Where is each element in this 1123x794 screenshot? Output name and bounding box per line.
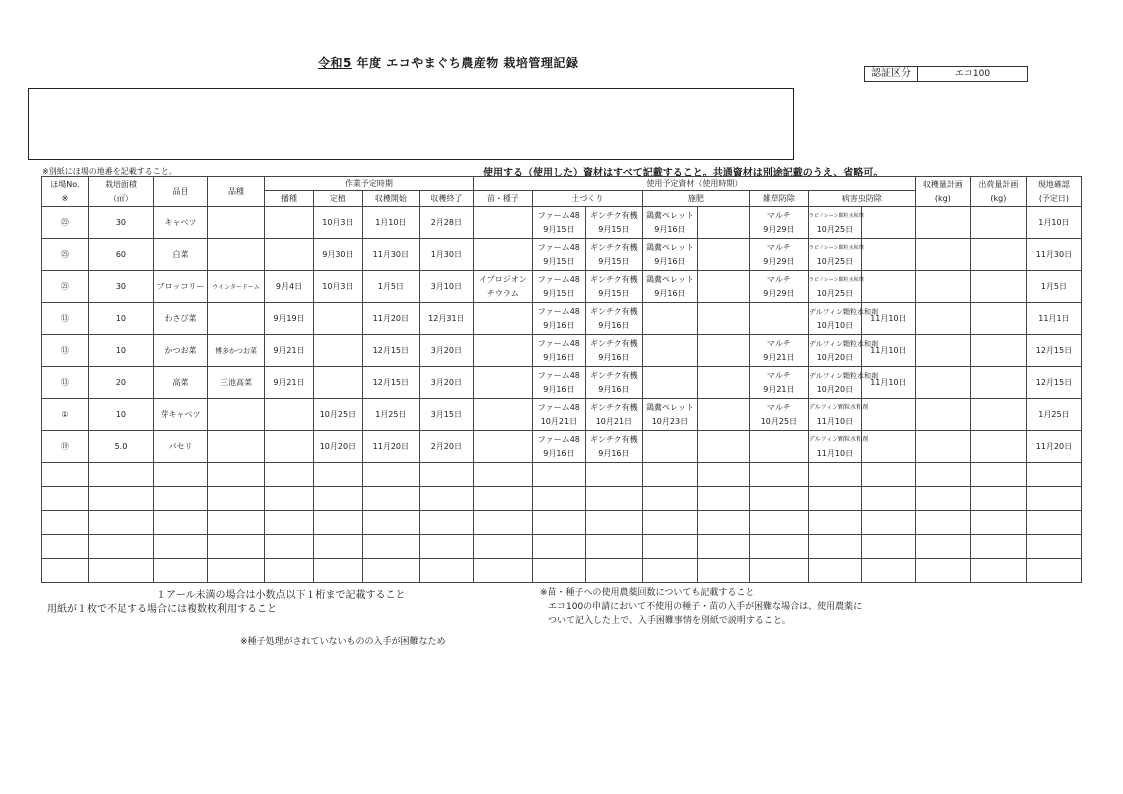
harvest-start: 11月20日 (362, 303, 419, 335)
header-area: 栽培面積 （㎡） (88, 177, 153, 207)
pest-2: 11月10日 (861, 335, 915, 367)
item: パセリ (154, 431, 208, 463)
harvest-end: 3月20日 (419, 367, 473, 399)
pest-1: デルフィン顆粒水和剤 10月10日 (808, 303, 861, 335)
fertilizer-2 (697, 207, 749, 239)
planting: 10月20日 (313, 431, 362, 463)
sowing (265, 239, 314, 271)
item: キャベツ (154, 207, 208, 239)
area: 5.0 (88, 431, 153, 463)
harvest-end: 3月15日 (419, 399, 473, 431)
item: 芽キャベツ (154, 399, 208, 431)
confirm: 1月25日 (1026, 399, 1081, 431)
pest-1: デルフィン顆粒水和剤 11月10日 (808, 431, 861, 463)
header-confirm: 現地確認 (予定日) (1026, 177, 1081, 207)
pest-1: デルフィン顆粒水和剤 10月20日 (808, 335, 861, 367)
area: 10 (88, 399, 153, 431)
area: 20 (88, 367, 153, 399)
fertilizer-2 (697, 239, 749, 271)
area: 30 (88, 207, 153, 239)
confirm: 11月1日 (1026, 303, 1081, 335)
planting: 10月3日 (313, 271, 362, 303)
variety: 博多かつお菜 (208, 335, 265, 367)
confirm: 1月10日 (1026, 207, 1081, 239)
title-era: 令和5 (318, 56, 352, 70)
title-text: 年度 エコやまぐち農産物 栽培管理記録 (356, 56, 579, 70)
item: 高菜 (154, 367, 208, 399)
pest-2 (861, 399, 915, 431)
item: 白菜 (154, 239, 208, 271)
certification-label: 認証区分 (865, 67, 918, 81)
note-bottom-5: ついて記入した上で、入手困難事情を別紙で説明すること。 (548, 616, 791, 626)
harvest-plan (915, 399, 970, 431)
seedling (473, 399, 532, 431)
table-row (42, 239, 1082, 271)
planting: 9月30日 (313, 239, 362, 271)
seedling (473, 207, 532, 239)
header-harvest-plan: 収穫量計画 (kg) (915, 177, 970, 207)
sowing (265, 399, 314, 431)
soil-2: ギンチク有機 10月21日 (585, 399, 642, 431)
table-row (42, 271, 1082, 303)
document-title (318, 54, 578, 71)
weed: マルチ 9月29日 (749, 207, 808, 239)
note-bottom-4: エコ100の申請において不使用の種子・苗の入手が困難な場合は、使用農薬に (548, 602, 863, 612)
plot-no: ⑬ (42, 335, 89, 367)
seedling (473, 431, 532, 463)
harvest-start: 1月25日 (362, 399, 419, 431)
soil-1: ファーム48 9月16日 (532, 335, 585, 367)
ship-plan (970, 399, 1026, 431)
fertilizer: 鶏糞ペレット 9月16日 (642, 207, 697, 239)
header-item: 品目 (154, 177, 208, 207)
seedling (473, 335, 532, 367)
empty-row (42, 511, 1082, 535)
seedling (473, 303, 532, 335)
variety: ウインタードーム (208, 271, 265, 303)
soil-1: ファーム48 9月16日 (532, 431, 585, 463)
harvest-plan (915, 367, 970, 399)
header-soil: 土づくり (532, 191, 642, 207)
fertilizer (642, 335, 697, 367)
pest-1: デルフィン顆粒水和剤 11月10日 (808, 399, 861, 431)
header-ship-plan: 出荷量計画 (kg) (970, 177, 1026, 207)
soil-2: ギンチク有機 9月16日 (585, 303, 642, 335)
variety: 三池高菜 (208, 367, 265, 399)
plot-no: ㉒ (42, 207, 89, 239)
header-planting: 定植 (313, 191, 362, 207)
harvest-end: 1月30日 (419, 239, 473, 271)
harvest-plan (915, 303, 970, 335)
fertilizer-2 (697, 335, 749, 367)
fertilizer (642, 367, 697, 399)
sowing: 9月21日 (265, 335, 314, 367)
confirm: 11月30日 (1026, 239, 1081, 271)
fertilizer-2 (697, 367, 749, 399)
confirm: 12月15日 (1026, 367, 1081, 399)
planting: 10月3日 (313, 207, 362, 239)
note-bottom-2: 用紙が１枚で不足する場合には複数枚利用すること (47, 604, 277, 615)
harvest-plan (915, 431, 970, 463)
empty-row (42, 535, 1082, 559)
seedling: イプロジオン チウラム (473, 271, 532, 303)
seedling (473, 367, 532, 399)
fertilizer-2 (697, 399, 749, 431)
weed (749, 431, 808, 463)
fertilizer-2 (697, 271, 749, 303)
cultivation-record-table (41, 176, 1082, 583)
header-harvest-start: 収穫開始 (362, 191, 419, 207)
sowing (265, 207, 314, 239)
pest-2 (861, 431, 915, 463)
ship-plan (970, 271, 1026, 303)
weed: マルチ 9月29日 (749, 239, 808, 271)
table-row (42, 431, 1082, 463)
harvest-plan (915, 207, 970, 239)
variety (208, 207, 265, 239)
sowing (265, 431, 314, 463)
harvest-plan (915, 335, 970, 367)
weed (749, 303, 808, 335)
harvest-plan (915, 271, 970, 303)
harvest-start: 11月30日 (362, 239, 419, 271)
table-row (42, 303, 1082, 335)
harvest-end: 2月20日 (419, 431, 473, 463)
sowing: 9月21日 (265, 367, 314, 399)
weed: マルチ 9月21日 (749, 335, 808, 367)
variety (208, 431, 265, 463)
ship-plan (970, 207, 1026, 239)
harvest-start: 12月15日 (362, 335, 419, 367)
header-plot-no: ほ場No. ※ (42, 177, 89, 207)
planting: 10月25日 (313, 399, 362, 431)
plot-no: ① (42, 399, 89, 431)
table-row (42, 335, 1082, 367)
header-schedule: 作業予定時期 (265, 177, 474, 191)
soil-2: ギンチク有機 9月15日 (585, 271, 642, 303)
harvest-start: 1月10日 (362, 207, 419, 239)
soil-2: ギンチク有機 9月16日 (585, 431, 642, 463)
confirm: 12月15日 (1026, 335, 1081, 367)
variety (208, 399, 265, 431)
area: 10 (88, 303, 153, 335)
soil-1: ファーム48 9月16日 (532, 367, 585, 399)
item: わさび菜 (154, 303, 208, 335)
fertilizer: 鶏糞ペレット 10月23日 (642, 399, 697, 431)
header-harvest-end: 収穫終了 (419, 191, 473, 207)
certification-value: エコ100 (954, 69, 991, 79)
planting (313, 303, 362, 335)
ship-plan (970, 431, 1026, 463)
variety (208, 303, 265, 335)
pest-2 (861, 207, 915, 239)
pest-2: 11月10日 (861, 367, 915, 399)
harvest-plan (915, 239, 970, 271)
pest-1: ラビノレーシ顆粒水和剤 10月25日 (808, 207, 861, 239)
table-row (42, 367, 1082, 399)
area: 10 (88, 335, 153, 367)
note-top-right: 使用する（使用した）資材はすべて記載すること。共通資材は別途記載のうえ、省略可。 (483, 168, 884, 179)
confirm: 11月20日 (1026, 431, 1081, 463)
sowing: 9月19日 (265, 303, 314, 335)
fertilizer-2 (697, 303, 749, 335)
weed: マルチ 9月29日 (749, 271, 808, 303)
fertilizer-2 (697, 431, 749, 463)
empty-row (42, 559, 1082, 583)
harvest-end: 2月28日 (419, 207, 473, 239)
note-bottom-3: ※苗・種子への使用農薬回数についても記載すること (540, 588, 755, 598)
harvest-start: 11月20日 (362, 431, 419, 463)
redacted-box (28, 88, 794, 160)
empty-row (42, 463, 1082, 487)
item: かつお菜 (154, 335, 208, 367)
pest-2 (861, 271, 915, 303)
planting (313, 335, 362, 367)
table-row (42, 207, 1082, 239)
weed: マルチ 10月25日 (749, 399, 808, 431)
planting (313, 367, 362, 399)
harvest-end: 3月20日 (419, 335, 473, 367)
header-variety: 品種 (208, 177, 265, 207)
seedling (473, 239, 532, 271)
header-pest: 病害虫防除 (808, 191, 915, 207)
soil-1: ファーム48 9月16日 (532, 303, 585, 335)
soil-1: ファーム48 9月15日 (532, 271, 585, 303)
plot-no: ⑲ (42, 431, 89, 463)
item: ブロッコリー (154, 271, 208, 303)
harvest-start: 12月15日 (362, 367, 419, 399)
soil-2: ギンチク有機 9月15日 (585, 239, 642, 271)
variety (208, 239, 265, 271)
sowing: 9月4日 (265, 271, 314, 303)
note-top-left: ※別紙にほ場の地番を記載すること。 (42, 167, 177, 176)
header-fertilizer: 施肥 (642, 191, 749, 207)
fertilizer (642, 303, 697, 335)
header-row-1 (42, 177, 1082, 191)
fertilizer (642, 431, 697, 463)
header-seedling: 苗・種子 (473, 191, 532, 207)
pest-2: 11月10日 (861, 303, 915, 335)
header-materials: 使用予定資材（使用時期） (473, 177, 915, 191)
area: 60 (88, 239, 153, 271)
plot-no: ㉓ (42, 239, 89, 271)
empty-row (42, 487, 1082, 511)
harvest-end: 3月10日 (419, 271, 473, 303)
pest-1: デルフィン顆粒水和剤 10月20日 (808, 367, 861, 399)
soil-2: ギンチク有機 9月16日 (585, 367, 642, 399)
header-weed: 雑草防除 (749, 191, 808, 207)
soil-2: ギンチク有機 9月16日 (585, 335, 642, 367)
note-bottom-1: １アール未満の場合は小数点以下１桁まで記載すること (156, 590, 406, 601)
soil-2: ギンチク有機 9月15日 (585, 207, 642, 239)
plot-no: ㉑ (42, 271, 89, 303)
certification-box (864, 66, 1028, 82)
header-sowing: 播種 (265, 191, 314, 207)
pest-2 (861, 239, 915, 271)
pest-1: ラビノレーシ顆粒水和剤 10月25日 (808, 271, 861, 303)
table-row (42, 399, 1082, 431)
fertilizer: 鶏糞ペレット 9月16日 (642, 239, 697, 271)
confirm: 1月5日 (1026, 271, 1081, 303)
area: 30 (88, 271, 153, 303)
note-bottom-6: ※種子処理がされていないものの入手が困難なため (240, 637, 446, 647)
pest-1: ラビノレーシ顆粒水和剤 10月25日 (808, 239, 861, 271)
plot-no: ⑬ (42, 367, 89, 399)
plot-no: ⑬ (42, 303, 89, 335)
harvest-end: 12月31日 (419, 303, 473, 335)
ship-plan (970, 303, 1026, 335)
soil-1: ファーム48 10月21日 (532, 399, 585, 431)
soil-1: ファーム48 9月15日 (532, 239, 585, 271)
harvest-start: 1月5日 (362, 271, 419, 303)
ship-plan (970, 367, 1026, 399)
soil-1: ファーム48 9月15日 (532, 207, 585, 239)
fertilizer: 鶏糞ペレット 9月16日 (642, 271, 697, 303)
weed: マルチ 9月21日 (749, 367, 808, 399)
ship-plan (970, 239, 1026, 271)
ship-plan (970, 335, 1026, 367)
